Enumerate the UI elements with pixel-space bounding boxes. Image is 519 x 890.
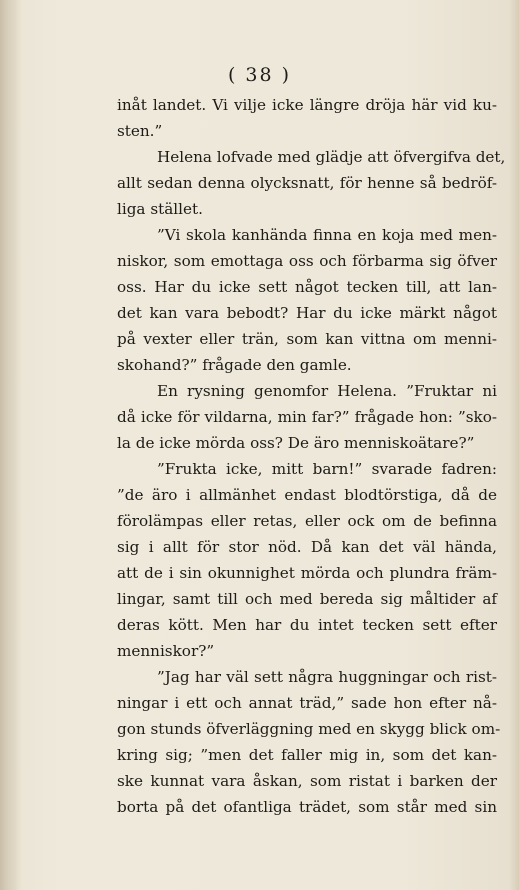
text-line: på vexter eller trän, som kan vittna om menni-	[117, 330, 497, 348]
text-line: allt sedan denna olycksnatt, för henne så bedröf-	[117, 174, 497, 192]
text-line: liga stället.	[117, 200, 203, 218]
text-line: deras kött. Men har du intet tecken sett efter	[117, 616, 497, 634]
text-line: lingar, samt till och med bereda sig måltider af	[117, 590, 497, 608]
text-line: ”de äro i allmänhet endast blodtörstiga, då de	[117, 486, 497, 504]
text-line: då icke för vildarna, min far?” frågade hon: ”sko-	[117, 408, 497, 426]
text-line: skohand?” frågade den gamle.	[117, 356, 352, 374]
page-edge	[509, 0, 519, 890]
page-number: ( 38 )	[227, 64, 292, 86]
text-line: ”Jag har väl sett några huggningar och rist-	[157, 668, 497, 686]
text-line: ”Frukta icke, mitt barn!” svarade fadren:	[157, 460, 497, 478]
text-line: sig i allt för stor nöd. Då kan det väl hända,	[117, 538, 497, 556]
text-line: ningar i ett och annat träd,” sade hon efter nå-	[117, 694, 497, 712]
text-line: kring sig; ”men det faller mig in, som det kan-	[117, 746, 497, 764]
text-line: sten.”	[117, 122, 163, 140]
text-line: gon stunds öfverläggning med en skygg blick om-	[117, 720, 501, 738]
text-line: Helena lofvade med glädje att öfvergifva det,	[157, 148, 506, 166]
text-line: oss. Har du icke sett något tecken till, att lan-	[117, 278, 497, 296]
body-text	[117, 92, 506, 820]
page-gutter	[0, 0, 22, 890]
text-line: ske kunnat vara åskan, som ristat i barken der	[117, 772, 497, 790]
text-line: ”Vi skola kanhända finna en koja med men-	[157, 226, 497, 244]
text-line: borta på det ofantliga trädet, som står med sin	[117, 798, 497, 816]
text-line: En rysning genomfor Helena. ”Fruktar ni	[157, 382, 497, 400]
text-line: förolämpas eller retas, eller ock om de befinna	[117, 512, 497, 530]
text-line: inåt landet. Vi vilje icke längre dröja här vid ku-	[117, 96, 497, 114]
text-line: menniskor?”	[117, 642, 215, 660]
text-line: det kan vara bebodt? Har du icke märkt något	[117, 304, 497, 322]
text-line: niskor, som emottaga oss och förbarma sig öfver	[117, 252, 497, 270]
text-line: att de i sin okunnighet mörda och plundra främ-	[117, 564, 497, 582]
text-line: la de icke mörda oss? De äro menniskoätare?”	[117, 434, 475, 452]
